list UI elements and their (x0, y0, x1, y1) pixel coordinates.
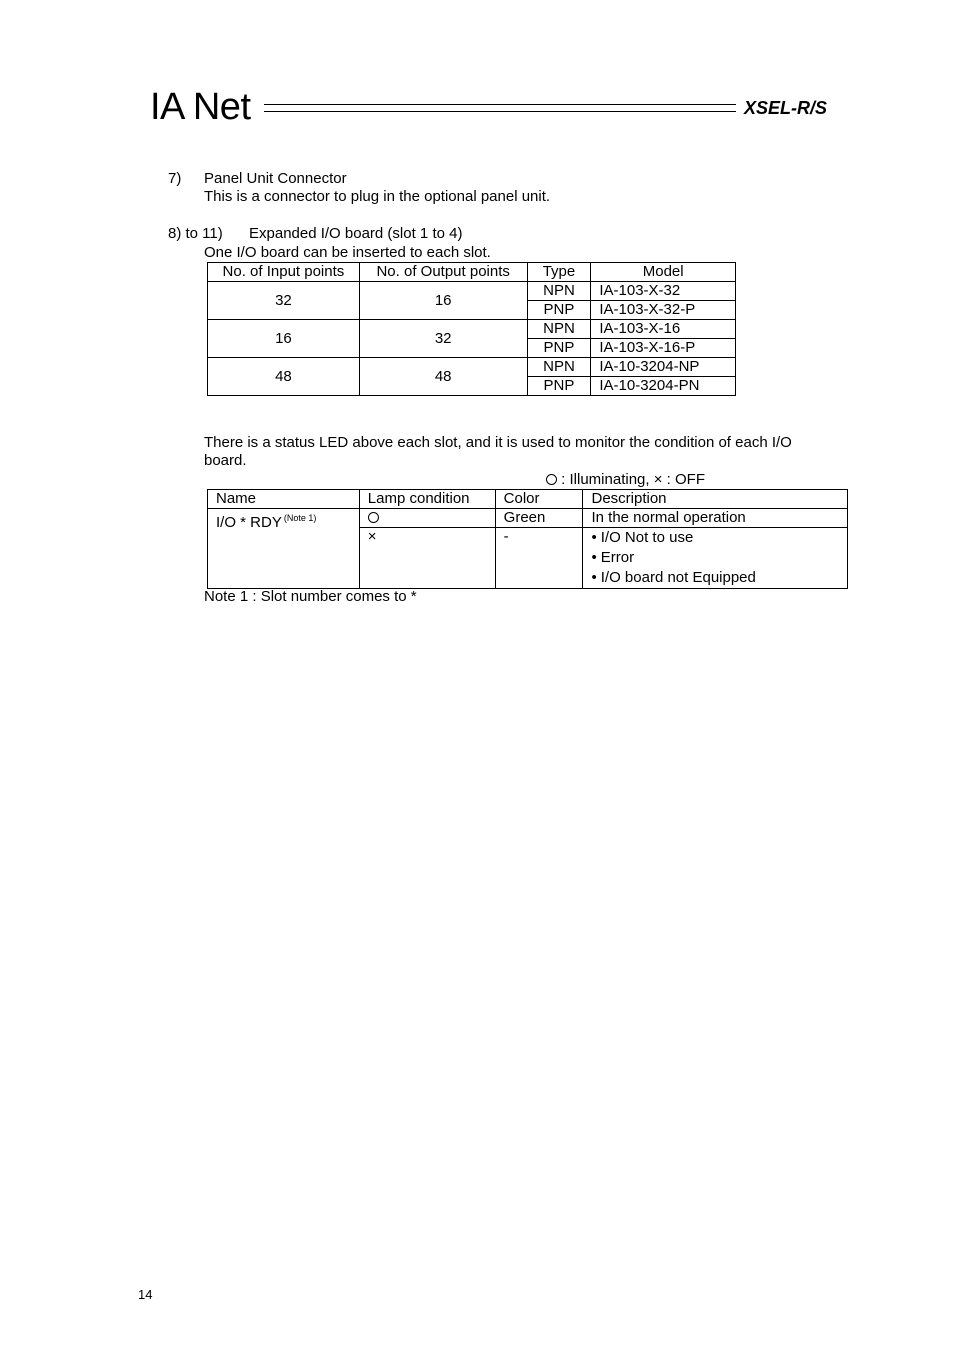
description-list (591, 528, 839, 588)
section8-number: 8) to 11) (168, 225, 223, 242)
table-header-row (208, 263, 736, 282)
col-header-type: Type (527, 263, 591, 282)
note-text: Note 1 : Slot number comes to * (204, 588, 417, 605)
color-cell: - (495, 528, 583, 589)
description-cell (583, 528, 848, 589)
type-cell: PNP (527, 339, 591, 358)
header-title: IA Net (150, 86, 251, 128)
type-cell: NPN (527, 282, 591, 301)
legend-on-label: : Illuminating, (561, 471, 650, 488)
legend-off-symbol: × (653, 471, 663, 488)
input-points-cell: 16 (208, 320, 360, 358)
section7-heading: Panel Unit Connector (204, 170, 347, 187)
col-header-lamp: Lamp condition (359, 490, 495, 509)
header-product: XSEL-R/S (744, 98, 828, 118)
col-header-color: Color (495, 490, 583, 509)
color-cell: Green (495, 509, 583, 528)
output-points-cell: 32 (359, 320, 527, 358)
lamp-cell: × (359, 528, 495, 589)
section8-heading: Expanded I/O board (slot 1 to 4) (249, 225, 463, 242)
input-points-cell: 32 (208, 282, 360, 320)
illuminating-circle-icon (546, 474, 557, 485)
led-status-table (207, 489, 848, 589)
led-name-cell (208, 509, 360, 589)
type-cell: NPN (527, 320, 591, 339)
table-row (208, 509, 848, 528)
table-header-row (208, 490, 848, 509)
led-text-line2: board. (204, 452, 247, 469)
input-points-cell: 48 (208, 358, 360, 396)
illuminating-circle-icon (368, 512, 379, 523)
section7-number: 7) (168, 170, 182, 187)
output-points-cell: 16 (359, 282, 527, 320)
page-number: 14 (138, 1287, 153, 1302)
type-cell: NPN (527, 358, 591, 377)
table-row (208, 358, 736, 377)
model-cell: IA-103-X-32 (591, 282, 736, 301)
model-cell: IA-103-X-16 (591, 320, 736, 339)
output-points-cell: 48 (359, 358, 527, 396)
header-rule (264, 104, 736, 112)
type-cell: PNP (527, 301, 591, 320)
led-legend (546, 471, 705, 489)
col-header-input: No. of Input points (208, 263, 360, 282)
type-cell: PNP (527, 377, 591, 396)
col-header-description: Description (583, 490, 848, 509)
col-header-name: Name (208, 490, 360, 509)
io-board-table (207, 262, 736, 396)
list-item: • I/O board not Equipped (591, 568, 839, 588)
col-header-model: Model (591, 263, 736, 282)
lamp-cell (359, 509, 495, 528)
list-item: • Error (591, 548, 839, 568)
model-cell: IA-10-3204-NP (591, 358, 736, 377)
model-cell: IA-103-X-32-P (591, 301, 736, 320)
section8-text: One I/O board can be inserted to each slot. (204, 244, 491, 261)
model-cell: IA-103-X-16-P (591, 339, 736, 358)
led-text-line1: There is a status LED above each slot, and it is used to monitor the condition of each I/O (204, 434, 792, 451)
model-cell: IA-10-3204-PN (591, 377, 736, 396)
legend-off-label: : OFF (666, 471, 705, 488)
col-header-output: No. of Output points (359, 263, 527, 282)
section7-text: This is a connector to plug in the optional panel unit. (204, 188, 551, 205)
list-item: • I/O Not to use (591, 528, 839, 548)
table-row (208, 282, 736, 301)
table-row (208, 320, 736, 339)
led-name-note: (Note 1) (283, 513, 317, 523)
description-cell: In the normal operation (583, 509, 848, 528)
led-name: I/O * RDY (216, 514, 282, 531)
